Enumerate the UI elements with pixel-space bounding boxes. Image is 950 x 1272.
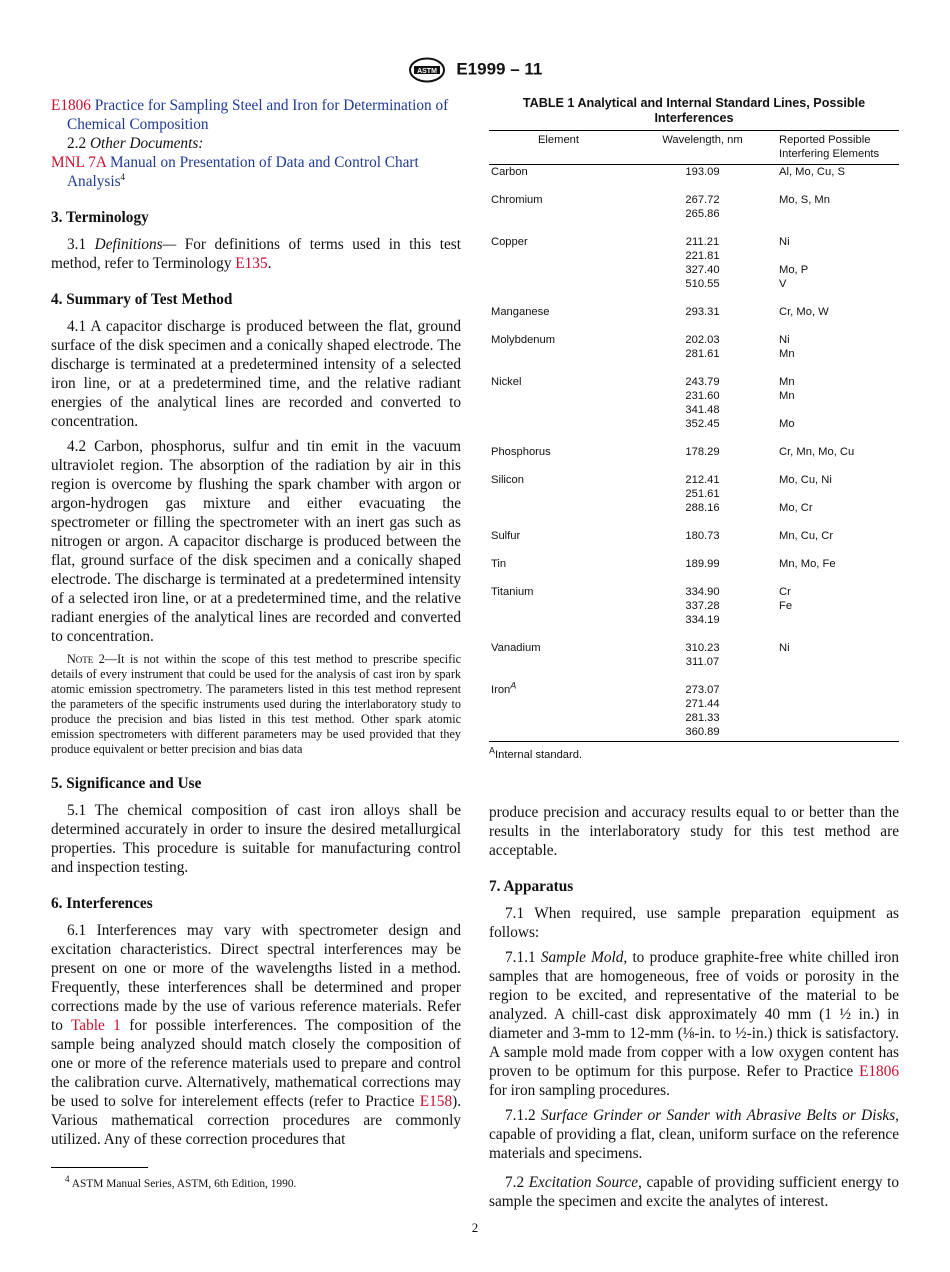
- heading-interferences: 6. Interferences: [51, 895, 153, 912]
- cell-wavelength: 202.03: [685, 334, 720, 346]
- header-wavelength: Wavelength, nm: [628, 131, 777, 165]
- cell-wavelength: [628, 515, 777, 529]
- cell-wavelength: [628, 543, 777, 557]
- cell-element: [489, 221, 628, 235]
- cell-wavelength: 327.40: [685, 264, 720, 276]
- table-row: [489, 305, 899, 319]
- cell-interfering: [777, 431, 899, 445]
- page-number: 2: [471, 1220, 479, 1235]
- table-row: [489, 669, 899, 683]
- cell-element: [489, 599, 628, 613]
- table-row: [489, 557, 899, 571]
- table-row: [489, 347, 899, 361]
- footnote-4: $^4$ ASTM Manual Series, ASTM, 6th Edition, 1990.: [65, 1174, 297, 1190]
- cell-wavelength: [628, 221, 777, 235]
- cell-element: [489, 725, 628, 741]
- cell-interfering: Mo, Cu, Ni: [779, 474, 832, 486]
- cell-interfering: [777, 725, 899, 741]
- cell-element: [489, 389, 628, 403]
- cell-wavelength: [628, 291, 777, 305]
- cell-interfering: [777, 221, 899, 235]
- table-row: [489, 655, 899, 669]
- table-row: [489, 361, 899, 375]
- cell-wavelength: 251.61: [685, 488, 720, 500]
- cell-interfering: [777, 613, 899, 627]
- cell-interfering: Mn: [779, 348, 795, 360]
- svg-text:ASTM: ASTM: [416, 67, 437, 75]
- table-row: [489, 529, 899, 543]
- cell-element: Tin: [491, 558, 507, 570]
- para-7-2: 7.2 Excitation Source, capable of providing sufficient energy to sample the specimen and excite the analytes of interest.: [489, 1174, 899, 1210]
- cell-wavelength: 281.33: [685, 712, 720, 724]
- cell-interfering: [777, 403, 899, 417]
- cell-interfering: Mo, S, Mn: [779, 194, 830, 206]
- cell-element: [489, 347, 628, 361]
- table-row: [489, 515, 899, 529]
- table-row: [489, 431, 899, 445]
- footnote-rule: [51, 1167, 148, 1168]
- cell-interfering: Mo, P: [779, 264, 809, 276]
- cell-element: Sulfur: [491, 530, 521, 542]
- para-6-1: 6.1 Interferences may vary with spectrometer design and excitation characteristics. Direct spectral interferences may be present on one or more of the wavelengths listed in a method. Frequently, these interferences shall be determined and proper corrections made by the use of various reference materials. Refer to Table 1 for possible interferences. The composition of the sample being analyzed should match closely the composition of one or more of the reference materials used to prepare and control the calibration curve. Alternatively, mathematical corrections may be used to solve for interelement effects (refer to Practice E158). Various mathematical correction procedures are commonly utilized. Any of these correction procedures that: [51, 922, 462, 1148]
- table-row: [489, 179, 899, 193]
- heading-apparatus: 7. Apparatus: [489, 878, 574, 895]
- cell-element: [489, 697, 628, 711]
- table-row: [489, 543, 899, 557]
- table-row: [489, 403, 899, 417]
- table-1: [489, 130, 899, 741]
- cell-wavelength: 352.45: [685, 418, 720, 430]
- note-2: Note 2—It is not within the scope of this test method to prescribe specific details of every instrument that could be used for the analysis of cast iron by spark atomic emission spectrometry. The parameters listed in this test method represent the parameters of the specific instruments used during the interlaboratory study to produce the precision and bias listed in this test method. Other spark atomic emission spectrometers with different parameters may be used provided that they produce equivalent or better precision and bias data: [51, 652, 462, 756]
- para-7-1: 7.1 When required, use sample preparation equipment as follows:: [489, 905, 899, 941]
- cell-element: [489, 571, 628, 585]
- cell-interfering: [777, 249, 899, 263]
- table-bottom-rule: [489, 741, 899, 742]
- cell-element: Manganese: [491, 306, 550, 318]
- cell-wavelength: 212.41: [685, 474, 720, 486]
- iron-footnote-marker: A: [510, 680, 517, 691]
- table-row: [489, 389, 899, 403]
- cell-wavelength: [628, 179, 777, 193]
- cell-wavelength: 231.60: [685, 390, 720, 402]
- cell-interfering: [777, 697, 899, 711]
- designation: E1999 – 11: [456, 59, 543, 79]
- link-e158[interactable]: E158: [419, 1093, 453, 1110]
- cell-wavelength: [628, 459, 777, 473]
- link-table-1[interactable]: Table 1: [71, 1017, 121, 1034]
- cell-element: [489, 319, 628, 333]
- ref-code-e1806[interactable]: E1806: [51, 97, 91, 114]
- cell-wavelength: 189.99: [685, 558, 720, 570]
- cell-interfering: [777, 291, 899, 305]
- cell-interfering: [777, 319, 899, 333]
- cell-element: [489, 515, 628, 529]
- heading-summary: 4. Summary of Test Method: [51, 291, 233, 308]
- cell-wavelength: 267.72: [685, 194, 720, 206]
- reference-e1806: [51, 96, 461, 134]
- cell-interfering: Ni: [779, 236, 790, 248]
- table-row: [489, 417, 899, 431]
- para-6-1-cont: produce precision and accuracy results equal to or better than the results in the interlaboratory study for this test method are acceptable.: [489, 804, 899, 859]
- table-row: [489, 165, 899, 180]
- table-row: [489, 221, 899, 235]
- cell-element: [489, 249, 628, 263]
- cell-wavelength: 271.44: [685, 698, 720, 710]
- cell-element: [489, 417, 628, 431]
- cell-interfering: Ni: [779, 334, 790, 346]
- table-row: [489, 193, 899, 207]
- table-row: [489, 473, 899, 487]
- table-row: [489, 263, 899, 277]
- cell-wavelength: 180.73: [685, 530, 720, 542]
- cell-element: [489, 655, 628, 669]
- header-interfering: Reported Possible Interfering Elements: [777, 131, 899, 165]
- cell-element: [489, 613, 628, 627]
- cell-element: Molybdenum: [491, 334, 556, 346]
- cell-element: Phosphorus: [491, 446, 551, 458]
- cell-interfering: [777, 515, 899, 529]
- cell-interfering: Mn, Mo, Fe: [779, 558, 836, 570]
- cell-interfering: V: [779, 278, 787, 290]
- para-7-1-1: 7.1.1 Sample Mold, to produce graphite-free white chilled iron samples that are homogeneous, free of voids or porosity in the region to be excited, and representative of the material to be analyzed. A chill-cast disk approximately 40 mm (1 ½ in.) in diameter and 3-mm to 12-mm (⅛-in. to ½-in.) thick is satisfactory. A sample mold made from copper with a low oxygen content has proven to be optimum for this purpose. Refer to Practice E1806 for iron sampling procedures.: [489, 949, 900, 1099]
- cell-element: Vanadium: [491, 642, 541, 654]
- cell-element: [489, 501, 628, 515]
- cell-wavelength: 341.48: [685, 404, 720, 416]
- cell-wavelength: 334.19: [685, 614, 720, 626]
- table-row: [489, 571, 899, 585]
- table-row: [489, 599, 899, 613]
- cell-wavelength: 211.21: [685, 236, 720, 248]
- table-row: [489, 277, 899, 291]
- cell-interfering: [777, 179, 899, 193]
- footnote-ref-4[interactable]: 4: [120, 171, 126, 182]
- cell-element: [489, 263, 628, 277]
- heading-significance: 5. Significance and Use: [51, 775, 202, 792]
- cell-wavelength: 337.28: [685, 600, 720, 612]
- link-e135[interactable]: E135: [235, 255, 268, 272]
- cell-element: [489, 179, 628, 193]
- cell-interfering: Mo, Cr: [779, 502, 813, 514]
- cell-wavelength: 310.23: [685, 642, 720, 654]
- cell-element: [489, 361, 628, 375]
- cell-wavelength: 178.29: [685, 446, 720, 458]
- cell-wavelength: 281.61: [685, 348, 720, 360]
- cell-element: Chromium: [491, 194, 543, 206]
- cell-interfering: Cr, Mn, Mo, Cu: [779, 446, 855, 458]
- cell-wavelength: 243.79: [685, 376, 720, 388]
- table-caption: TABLE 1 Analytical and Internal Standard Lines, Possible Interferences: [522, 96, 866, 125]
- table-row: [489, 375, 899, 389]
- ref-title-mnl7a[interactable]: Manual on Presentation of Data and Control Chart Analysis: [67, 154, 419, 190]
- header-element: Element: [489, 131, 628, 165]
- cell-interfering: [777, 459, 899, 473]
- table-row: [489, 249, 899, 263]
- cell-element: [489, 459, 628, 473]
- cell-wavelength: [628, 431, 777, 445]
- table-row: [489, 459, 899, 473]
- cell-element: Nickel: [491, 376, 522, 388]
- page-header: [0, 57, 950, 83]
- cell-interfering: [777, 207, 899, 221]
- table-row: [489, 711, 899, 725]
- cell-element: [489, 277, 628, 291]
- table-row: [489, 585, 899, 599]
- table-row: [489, 487, 899, 501]
- left-column: [51, 96, 461, 1155]
- cell-interfering: Al, Mo, Cu, S: [779, 166, 845, 178]
- table-row: [489, 207, 899, 221]
- para-4-2: 4.2 Carbon, phosphorus, sulfur and tin emit in the vacuum ultraviolet region. The absorption of the radiation by air in this region is overcome by flushing the spark chamber with argon or argon-hydrogen gas mixture and either evacuating the spectrometer or filling the spectrometer with an inert gas such as nitrogen or argon. A capacitor discharge is produced between the flat, ground surface of the disk specimen and a conically shaped electrode. The discharge is terminated at a predetermined intensity of a selected iron line, or at a predetermined time, and the relative radiant energies of the analytical lines are recorded and converted to concentration.: [51, 438, 461, 645]
- cell-wavelength: 265.86: [685, 208, 720, 220]
- cell-interfering: Mn: [779, 376, 795, 388]
- cell-interfering: Cr: [779, 586, 791, 598]
- cell-element: [489, 207, 628, 221]
- cell-wavelength: 293.31: [685, 306, 720, 318]
- table-row: [489, 627, 899, 641]
- cell-element: [489, 627, 628, 641]
- cell-element: [489, 403, 628, 417]
- table-row: [489, 725, 899, 741]
- cell-element: [489, 711, 628, 725]
- cell-wavelength: [628, 361, 777, 375]
- link-e1806[interactable]: E1806: [859, 1063, 900, 1080]
- table-row: [489, 445, 899, 459]
- para-4-1: 4.1 A capacitor discharge is produced between the flat, ground surface of the disk specimen and a conically shaped electrode. The discharge is terminated at a predetermined intensity of a selected iron line, or at a predetermined time, and the relative radiant energies of the analytical lines are recorded and converted to concentration.: [51, 318, 461, 430]
- cell-interfering: Fe: [779, 600, 793, 612]
- cell-wavelength: [628, 669, 777, 683]
- cell-interfering: [777, 361, 899, 375]
- table-row: [489, 683, 899, 697]
- astm-logo-icon: [408, 57, 446, 83]
- table-row: [489, 501, 899, 515]
- cell-element: [489, 487, 628, 501]
- table-row: [489, 697, 899, 711]
- cell-element: Carbon: [491, 166, 528, 178]
- ref-code-mnl7a[interactable]: MNL 7A: [51, 154, 107, 171]
- reference-mnl7a: [51, 153, 461, 191]
- cell-element: Titanium: [491, 586, 534, 598]
- cell-interfering: Mo: [779, 418, 795, 430]
- cell-wavelength: [628, 571, 777, 585]
- cell-element: [489, 543, 628, 557]
- para-5-1: 5.1 The chemical composition of cast iron alloys shall be determined accurately in order to insure the desired metallurgical properties. This procedure is suitable for manufacturing control and inspection testing.: [51, 802, 461, 876]
- cell-interfering: [777, 655, 899, 669]
- table-row: [489, 613, 899, 627]
- cell-element: Silicon: [491, 474, 524, 486]
- section-2-2: 2.2 Other Documents:: [67, 135, 204, 152]
- cell-interfering: Cr, Mo, W: [779, 306, 829, 318]
- cell-element: Iron$^A$: [491, 680, 517, 696]
- cell-wavelength: [628, 627, 777, 641]
- cell-wavelength: 311.07: [685, 656, 720, 668]
- para-7-1-2: 7.1.2 Surface Grinder or Sander with Abrasive Belts or Disks, capable of providing a flat, clean, uniform surface on the reference materials and specimens.: [489, 1107, 899, 1162]
- cell-interfering: Ni: [779, 642, 790, 654]
- cell-interfering: [777, 711, 899, 725]
- cell-interfering: [777, 683, 899, 697]
- table-row: [489, 291, 899, 305]
- right-column: [489, 96, 899, 1217]
- table-row: [489, 333, 899, 347]
- cell-element: Copper: [491, 236, 528, 248]
- table-row: [489, 235, 899, 249]
- cell-wavelength: 193.09: [685, 166, 720, 178]
- cell-interfering: [777, 669, 899, 683]
- cell-wavelength: 334.90: [685, 586, 720, 598]
- table-footnote: $^A$Internal standard.: [489, 745, 583, 761]
- ref-title-e1806[interactable]: Practice for Sampling Steel and Iron for Determination of Chemical Composition: [67, 97, 449, 133]
- cell-wavelength: 288.16: [685, 502, 720, 514]
- para-3-1: 3.1 Definitions— For definitions of terms used in this test method, refer to Terminology E135.: [51, 236, 461, 272]
- cell-element: [489, 431, 628, 445]
- cell-wavelength: 273.07: [685, 684, 720, 696]
- cell-interfering: [777, 627, 899, 641]
- table-row: [489, 319, 899, 333]
- table-row: [489, 641, 899, 655]
- cell-interfering: Mn: [779, 390, 795, 402]
- cell-interfering: Mn, Cu, Cr: [779, 530, 834, 542]
- cell-wavelength: 510.55: [685, 278, 720, 290]
- cell-wavelength: [628, 319, 777, 333]
- cell-element: [489, 291, 628, 305]
- heading-terminology: 3. Terminology: [51, 209, 149, 226]
- cell-wavelength: 360.89: [685, 726, 720, 738]
- cell-wavelength: 221.81: [685, 250, 720, 262]
- cell-interfering: [777, 487, 899, 501]
- cell-interfering: [777, 571, 899, 585]
- cell-interfering: [777, 543, 899, 557]
